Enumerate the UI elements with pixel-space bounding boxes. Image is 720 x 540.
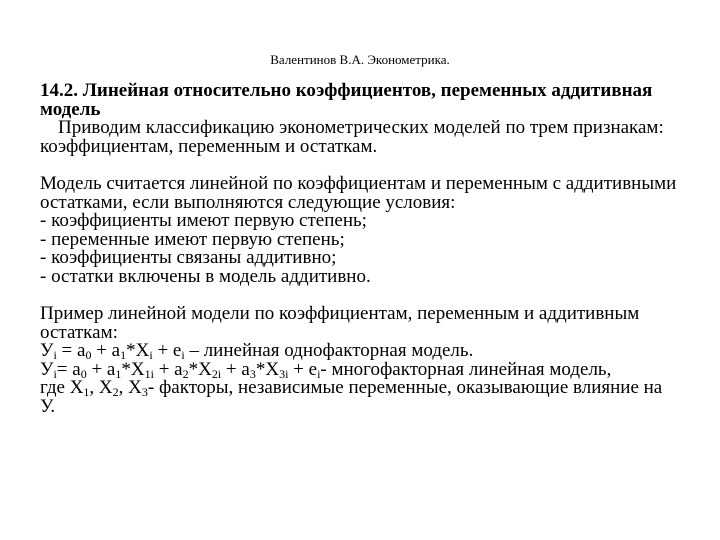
page-header: Валентинов В.А. Эконометрика. — [270, 52, 450, 67]
formula-multi-factor: $У_i= a_0 + a_1*X_{1i} + a_2*X_{2i} + a_3*X_{3i} + e_i-$ многофакторная линейная модель, — [40, 358, 612, 381]
factors-description: где $X_1$, $X_2$, $X_3-$ факторы, независимые переменные, оказывающие влияние на У. — [40, 377, 663, 417]
condition-item: - переменные имеют первую степень; — [40, 228, 345, 250]
condition-item: - коэффициенты связаны аддитивно; — [40, 247, 337, 268]
conditions-lead: Модель считается линейной по коэффициентам и переменным с аддитивными остатками, если выполняются следующие условия: — [40, 173, 677, 213]
slide-content — [40, 82, 680, 416]
formula-single-factor: $У_i = a_0 + a_1*X_i + e_i$ – линейная однофакторная модель. — [40, 340, 474, 362]
section-title: 14.2. Линейная относительно коэффициентов, переменных аддитивная модель — [40, 80, 653, 120]
intro-paragraph: Приводим классификацию эконометрических моделей по трем признакам: коэффициентам, переменным и остаткам. — [40, 117, 664, 157]
example-lead: Пример линейной модели по коэффициентам, переменным и аддитивным остаткам: — [40, 303, 640, 343]
condition-item: - коэффициенты имеют первую степень; — [40, 210, 367, 231]
condition-item: - остатки включены в модель аддитивно. — [40, 265, 371, 287]
